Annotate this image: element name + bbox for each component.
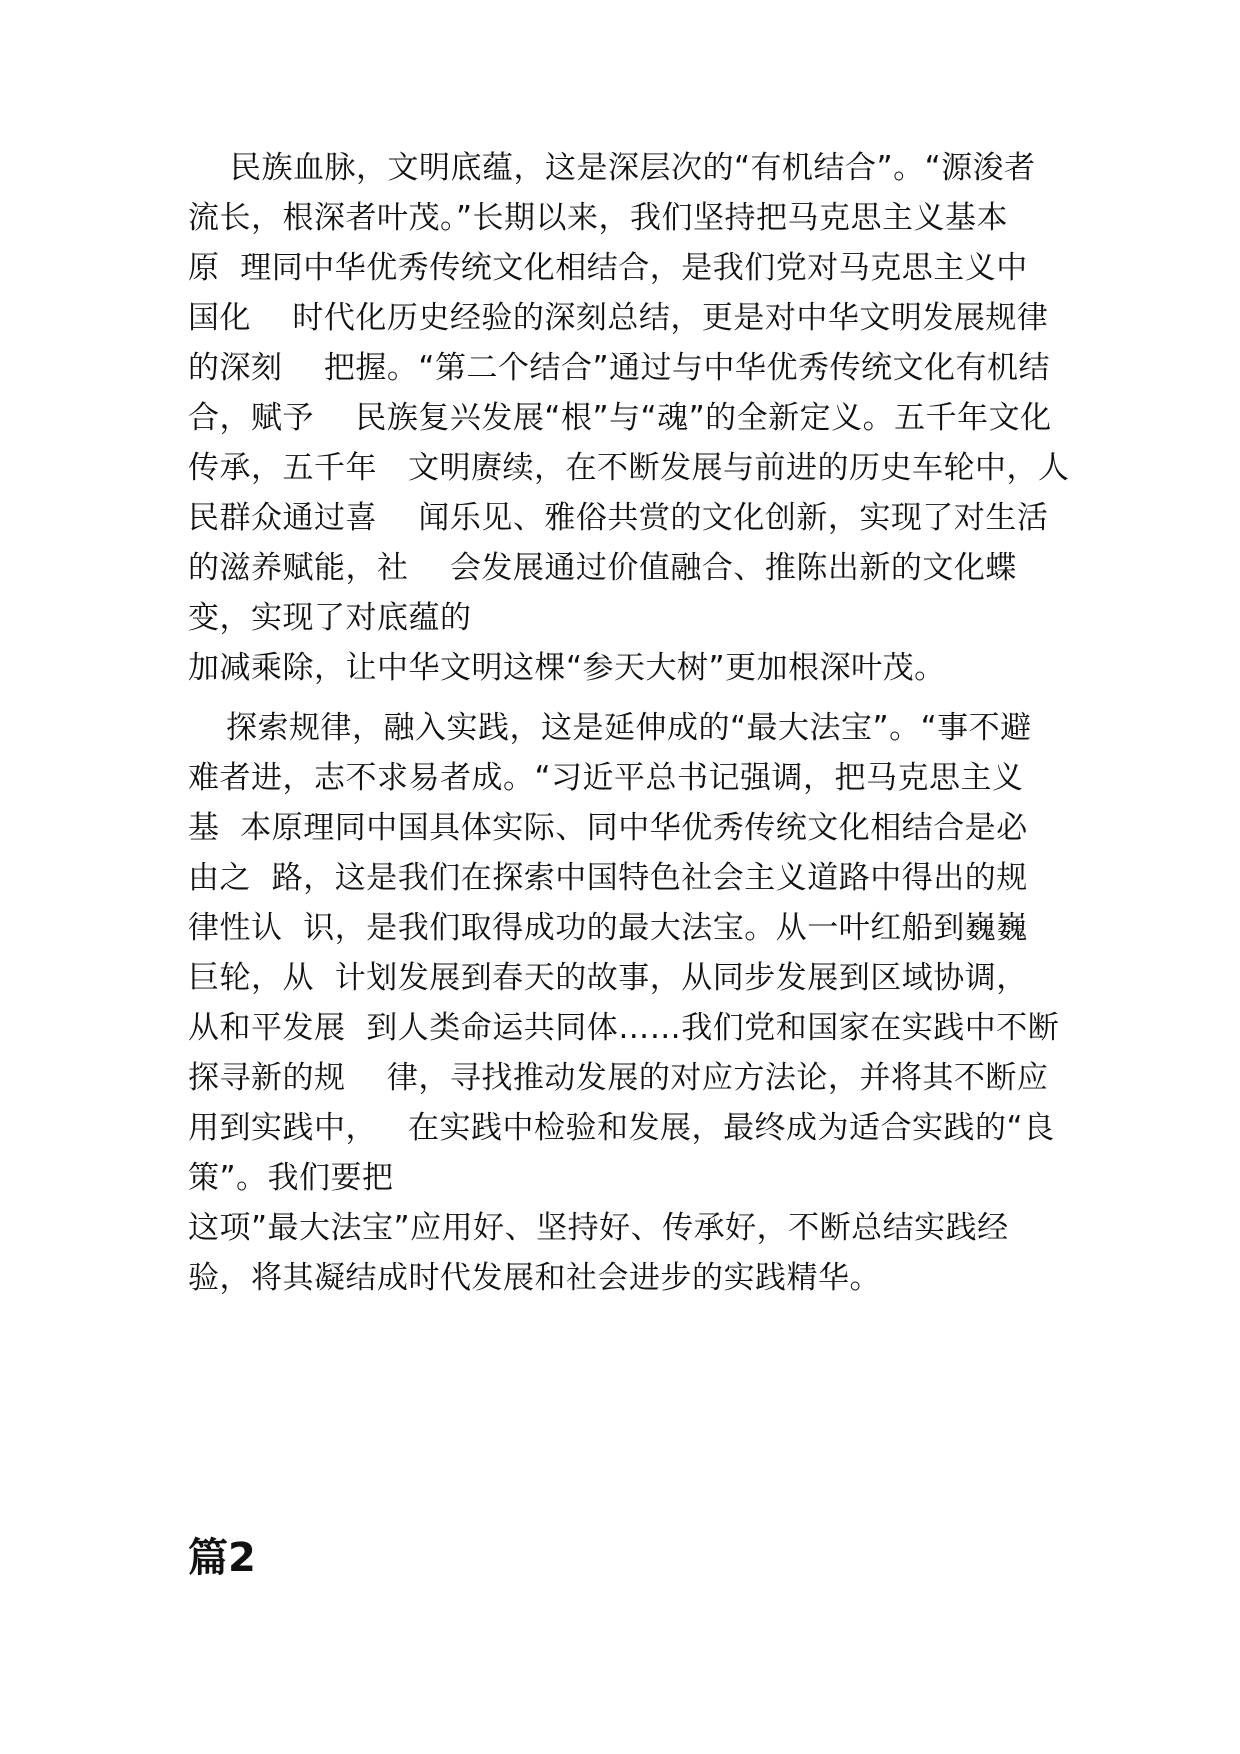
paragraph-line: 流长，根深者叶茂。”长期以来，我们坚持把马克思主义基本 [188,200,1009,236]
section-heading: 篇2 [188,1535,256,1581]
paragraph-line: 基 本原理同中国具体实际、同中华优秀传统文化相结合是必 [188,810,1028,846]
paragraph-line: 原 理同中华优秀传统文化相结合，是我们党对马克思主义中 [188,250,1028,286]
paragraph-line: 律性认 识，是我们取得成功的最大法宝。从一叶红船到巍巍 [188,910,1028,946]
paragraph-line: 用到实践中， 在实践中检验和发展，最终成为适合实践的“良 [188,1110,1055,1146]
paragraph-line: 策”。我们要把 [188,1160,394,1196]
paragraph-line: 传承，五千年 文明赓续，在不断发展与前进的历史车轮中，人 [188,450,1070,486]
paragraph-line: 从和平发展 到人类命运共同体……我们党和国家在实践中不断 [188,1010,1060,1046]
paragraph-line: 变，实现了对底蕴的 [188,600,472,636]
paragraph-line: 的滋养赋能，社 会发展通过价值融合、推陈出新的文化蝶 [188,550,1017,586]
paragraph-line: 民族血脉，文明底蕴，这是深层次的“有机结合”。“源浚者 [230,150,1036,186]
paragraph-line: 合，赋予 民族复兴发展“根”与“魂”的全新定义。五千年文化 [188,400,1052,436]
paragraph-line: 难者进，志不求易者成。“习近平总书记强调，把马克思主义 [188,760,1024,796]
paragraph-line: 验，将其凝结成时代发展和社会进步的实践精华。 [188,1260,881,1296]
paragraph-line: 探索规律，融入实践，这是延伸成的“最大法宝”。“事不避 [226,710,1032,746]
paragraph-line: 巨轮，从 计划发展到春天的故事，从同步发展到区域协调， [188,960,1028,996]
paragraph-line: 的深刻 把握。“第二个结合”通过与中华优秀传统文化有机结 [188,350,1051,386]
paragraph-line: 加减乘除，让中华文明这棵“参天大树”更加根深叶茂。 [188,650,946,686]
paragraph-line: 由之 路，这是我们在探索中国特色社会主义道路中得出的规 [188,860,1028,896]
paragraph-line: 这项”最大法宝”应用好、坚持好、传承好，不断总结实践经 [188,1210,1009,1246]
paragraph-line: 国化 时代化历史经验的深刻总结，更是对中华文明发展规律 [188,300,1049,336]
paragraph-line: 探寻新的规 律，寻找推动发展的对应方法论，并将其不断应 [188,1060,1049,1096]
paragraph-line: 民群众通过喜 闻乐见、雅俗共赏的文化创新，实现了对生活 [188,500,1049,536]
